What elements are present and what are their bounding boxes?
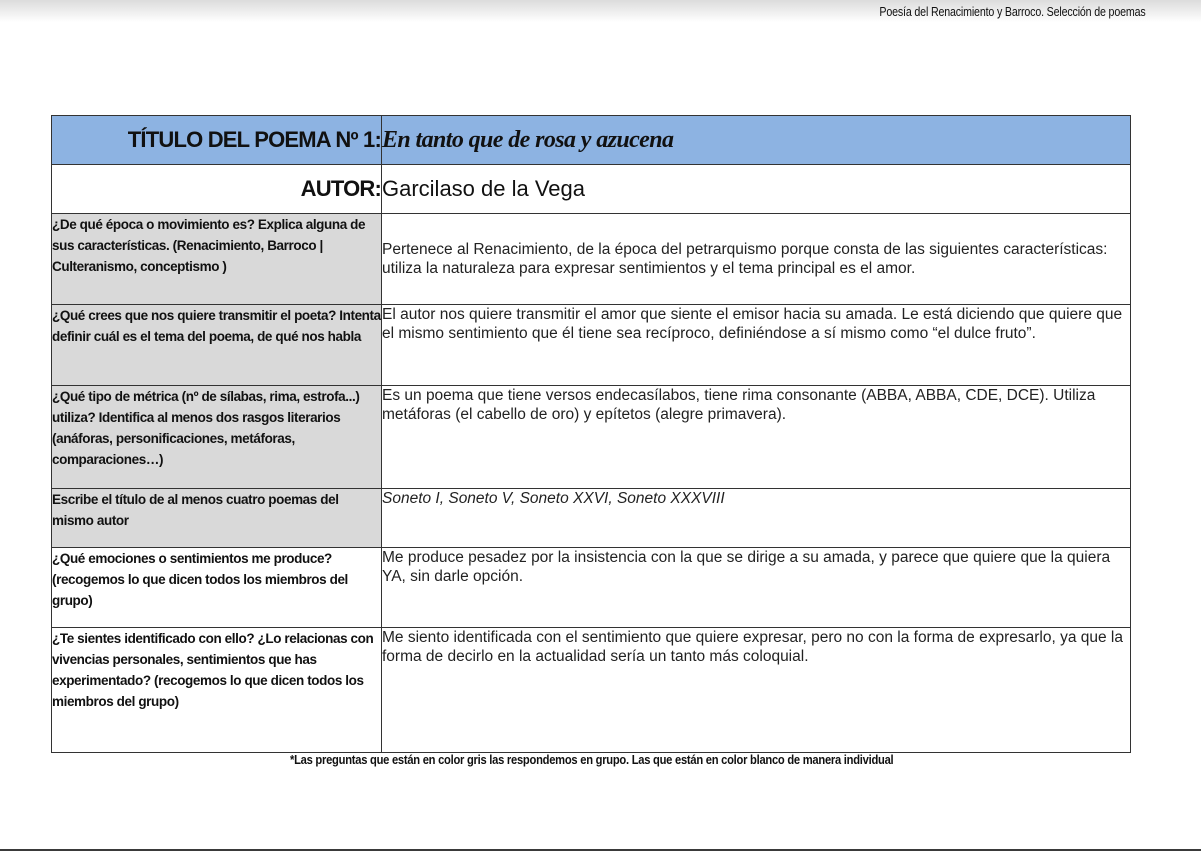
question-identification: ¿Te sientes identificado con ello? ¿Lo relacionas con vivencias personales, sentimientos que has experimentado? (recogemos lo que dicen todos los miembros del grupo) [52, 628, 382, 753]
footnote: *Las preguntas que están en color gris las respondemos en grupo. Las que están en color blanco de manera individual [290, 752, 894, 767]
author-value: Garcilaso de la Vega [382, 165, 1131, 214]
poem-title-value: En tanto que de rosa y azucena [382, 116, 1131, 165]
question-other-poems: Escribe el título de al menos cuatro poemas del mismo autor [52, 489, 382, 548]
answer-emotions: Me produce pesadez por la insistencia con la que se dirige a su amada, y parece que quiere que la quiera YA, sin darle opción. [382, 548, 1131, 628]
question-theme: ¿Qué crees que nos quiere transmitir el poeta? Intenta definir cuál es el tema del poema, de qué nos habla [52, 305, 382, 386]
table-row [52, 214, 1131, 305]
table-row [52, 489, 1131, 548]
question-epoch: ¿De qué época o movimiento es? Explica alguna de sus características. (Renacimiento, Barroco | Culteranismo, conceptismo ) [52, 214, 382, 305]
answer-metrics: Es un poema que tiene versos endecasílabos, tiene rima consonante (ABBA, ABBA, CDE, DCE). Utiliza metáforas (el cabello de oro) y epítetos (alegre primavera). [382, 386, 1131, 489]
title-row [52, 116, 1131, 165]
page-header-note: Poesía del Renacimiento y Barroco. Selección de poemas [878, 4, 1145, 19]
poem-analysis-table [51, 115, 1131, 753]
answer-other-poems: Soneto I, Soneto V, Soneto XXVI, Soneto XXXVIII [382, 489, 1131, 548]
table-row [52, 548, 1131, 628]
author-row [52, 165, 1131, 214]
answer-identification: Me siento identificada con el sentimiento que quiere expresar, pero no con la forma de expresarlo, ya que la forma de decirlo en la actualidad sería un tanto más coloquial. [382, 628, 1131, 753]
author-label: AUTOR: [52, 165, 382, 214]
table-row [52, 305, 1131, 386]
answer-theme: El autor nos quiere transmitir el amor que siente el emisor hacia su amada. Le está diciendo que quiere que el mismo sentimiento que él tiene sea recíproco, definiéndose a sí mismo como “el dulce fruto”. [382, 305, 1131, 386]
question-metrics: ¿Qué tipo de métrica (nº de sílabas, rima, estrofa...) utiliza? Identifica al menos dos rasgos literarios (anáforas, personificaciones, metáforas, comparaciones…) [52, 386, 382, 489]
poem-title-label: TÍTULO DEL POEMA Nº 1: [52, 116, 382, 165]
table-row [52, 628, 1131, 753]
question-emotions: ¿Qué emociones o sentimientos me produce? (recogemos lo que dicen todos los miembros del grupo) [52, 548, 382, 628]
table-row [52, 386, 1131, 489]
answer-epoch: Pertenece al Renacimiento, de la época del petrarquismo porque consta de las siguientes características: utiliza la naturaleza para expresar sentimientos y el tema principal es el amor. [382, 214, 1131, 305]
